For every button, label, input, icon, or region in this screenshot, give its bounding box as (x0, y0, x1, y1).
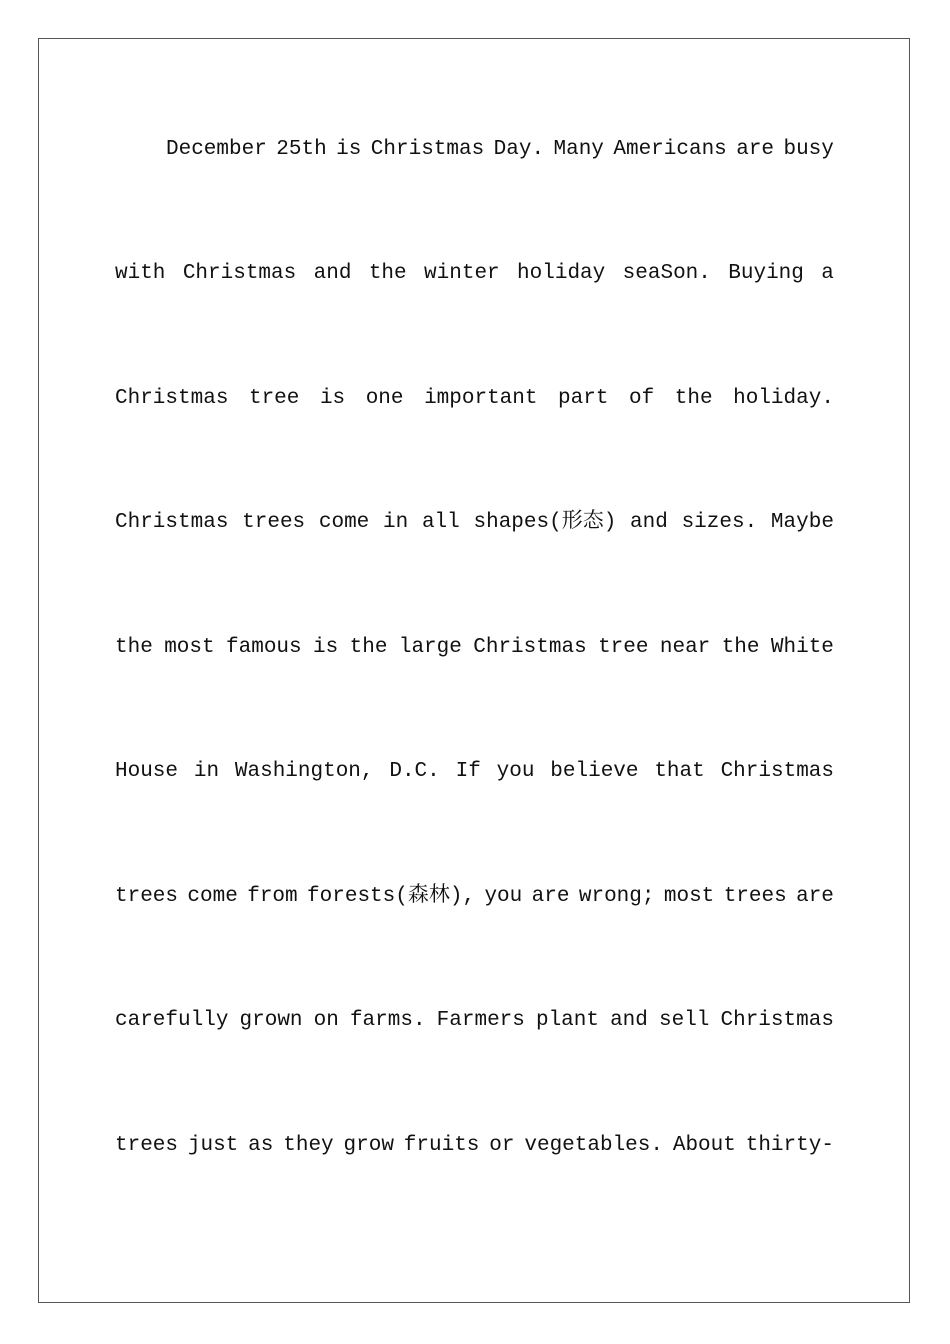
word: Maybe (770, 511, 834, 534)
word: grow (343, 1134, 394, 1157)
word: vegetables. (524, 1134, 663, 1157)
word: one (365, 387, 404, 410)
word: trees (115, 885, 179, 908)
word: Farmers (436, 1009, 525, 1032)
word: Christmas (720, 1009, 834, 1032)
word: that (654, 760, 705, 783)
word: tree (248, 387, 300, 410)
word: 25th (276, 138, 327, 161)
word: If (455, 760, 481, 783)
word: wrong; (578, 885, 655, 908)
word: Christmas (115, 511, 229, 534)
word: fruits (403, 1134, 480, 1157)
text-line-5 (115, 633, 834, 663)
text-line-7 (115, 882, 834, 912)
word: the (115, 636, 153, 659)
word: most (164, 636, 215, 659)
word: believe (550, 760, 639, 783)
word: or (489, 1134, 515, 1157)
text-line-8 (115, 1006, 834, 1036)
word: from (247, 885, 298, 908)
word: the (721, 636, 760, 659)
word: on (313, 1009, 339, 1032)
word: with (115, 262, 166, 285)
word: December (166, 138, 267, 161)
word: thirty- (745, 1134, 834, 1157)
word: near (659, 636, 711, 659)
word: trees (723, 885, 787, 908)
word: trees (242, 511, 306, 534)
word: of (629, 387, 655, 410)
word: holiday (517, 262, 606, 285)
page-border (38, 38, 910, 1303)
word: important (424, 387, 538, 410)
word: you (496, 760, 535, 783)
word: winter (424, 262, 500, 285)
word: holiday. (733, 387, 834, 410)
text-line-6 (115, 757, 834, 787)
word: in (193, 760, 220, 783)
word: trees (115, 1134, 179, 1157)
word: Christmas (115, 387, 229, 410)
word: grown (239, 1009, 303, 1032)
word: sizes. (681, 511, 758, 534)
word: as (248, 1134, 274, 1157)
word: is (319, 387, 346, 410)
word: sell (658, 1009, 710, 1032)
word: Christmas (720, 760, 834, 783)
word: seaSon. (622, 262, 711, 285)
word: Americans (613, 138, 727, 161)
word: Day. (493, 138, 545, 161)
word: a (821, 262, 834, 285)
word: White (770, 636, 834, 659)
text-line-1 (166, 135, 834, 165)
word: come (318, 511, 370, 534)
text-line-9 (115, 1131, 834, 1161)
word: famous (226, 636, 302, 659)
word: shapes(形态) (473, 511, 617, 534)
word: in (383, 511, 409, 534)
word: tree (598, 636, 649, 659)
word: are (796, 885, 834, 908)
word: come (187, 885, 238, 908)
word: Christmas (370, 138, 485, 161)
word: D.C. (389, 760, 440, 783)
word: the (349, 636, 388, 659)
word: farms. (349, 1009, 426, 1032)
word: and (610, 1009, 648, 1032)
word: plant (535, 1009, 599, 1032)
text-line-4 (115, 508, 834, 538)
word: you (484, 885, 523, 908)
word: part (558, 387, 609, 410)
word: they (283, 1134, 334, 1157)
word: are (531, 885, 570, 908)
word: are (736, 138, 775, 161)
word: Many (553, 138, 604, 161)
text-line-3 (115, 384, 834, 414)
word: and (313, 262, 352, 285)
word: carefully (115, 1009, 229, 1032)
word: About (672, 1134, 736, 1157)
word: busy (783, 138, 834, 161)
word: is (336, 138, 362, 161)
word: Christmas (182, 262, 297, 285)
word: is (313, 636, 339, 659)
word: most (663, 885, 715, 908)
word: the (368, 262, 407, 285)
word: the (674, 387, 713, 410)
word: forests(森林), (307, 885, 476, 908)
text-line-2 (115, 259, 834, 289)
word: Buying (728, 262, 804, 285)
word: Washington, (234, 760, 374, 783)
word: House (115, 760, 179, 783)
word: Christmas (473, 636, 587, 659)
word: all (421, 511, 460, 534)
word: just (187, 1134, 239, 1157)
word: large (398, 636, 462, 659)
word: and (630, 511, 668, 534)
